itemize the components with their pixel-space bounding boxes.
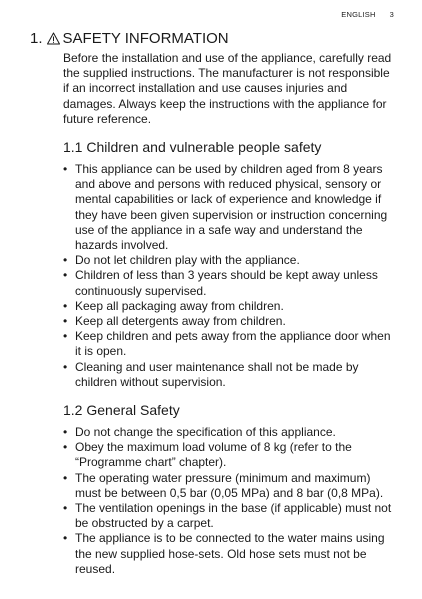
bullet-list [63,162,398,390]
list-item: • Do not change the specification of this appliance. [63,425,398,440]
subsection-title: 1.1 Children and vulnerable people safety [63,139,322,156]
content [63,51,398,577]
section-heading [30,30,229,47]
list-item: • This appliance can be used by children aged from 8 years and above and persons with reduced physical, sensory or mental capabilities or lack of experience and knowledge if they have been given supervision or instruction concerning use of the appliance in a safe way and understand the hazards involved. [63,162,398,253]
page-number: 3 [389,10,394,19]
intro-paragraph: Before the installation and use of the appliance, carefully read the supplied instructions. The manufacturer is not responsible if an incorrect installation and use causes injuries and damages. Always keep the instructions with the appliance for future reference. [63,51,392,126]
section-title: SAFETY INFORMATION [62,30,229,47]
list-item: • Obey the maximum load volume of 8 kg (refer to the “Programme chart” chapter). [63,440,398,470]
list-item: • The operating water pressure (minimum and maximum) must be between 0,5 bar (0,05 MPa) and 8 bar (0,8 MPa). [63,471,398,501]
section-number: 1. [30,30,43,47]
list-item: • The ventilation openings in the base (if applicable) must not be obstructed by a carpet. [63,501,398,531]
bullet-list [63,425,398,577]
list-item: • Keep all detergents away from children. [63,314,398,329]
list-item: • Do not let children play with the appliance. [63,253,398,268]
list-item: • Cleaning and user maintenance shall not be made by children without supervision. [63,360,398,390]
page-header [341,10,394,19]
subsection-title: 1.2 General Safety [63,402,180,419]
warning-triangle-icon [47,32,60,45]
list-item: • Keep all packaging away from children. [63,299,398,314]
list-item: • The appliance is to be connected to the water mains using the new supplied hose-sets. Old hose sets must not be reused. [63,531,398,577]
header-language: ENGLISH [341,10,376,19]
list-item: • Children of less than 3 years should be kept away unless continuously supervised. [63,268,398,298]
list-item: • Keep children and pets away from the appliance door when it is open. [63,329,398,359]
